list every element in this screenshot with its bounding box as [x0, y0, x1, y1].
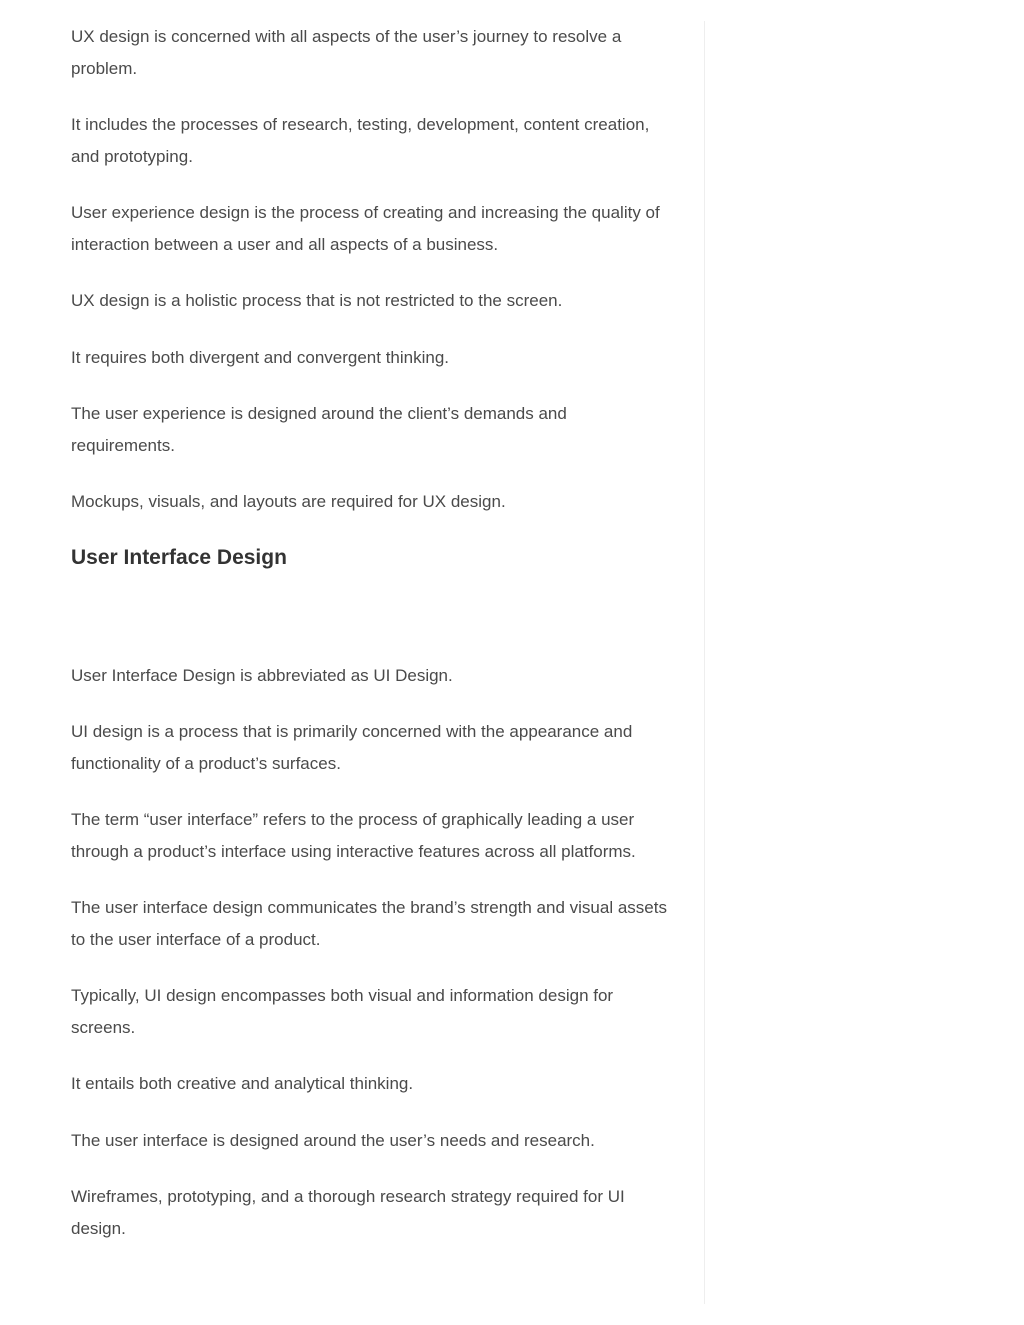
ui-paragraph: The term “user interface” refers to the process of graphically leading a user through a product’s interface using interactive features across all platforms. — [71, 810, 636, 861]
ux-paragraph: The user experience is designed around the client’s demands and requirements. — [71, 404, 567, 455]
ui-paragraph: Typically, UI design encompasses both visual and information design for screens. — [71, 986, 614, 1037]
ui-design-heading: User Interface Design — [71, 545, 287, 569]
sidebar-divider — [704, 21, 705, 1304]
ux-paragraph: It requires both divergent and convergent thinking. — [71, 347, 450, 367]
ui-paragraph: The user interface is designed around the user’s needs and research. — [71, 1130, 595, 1150]
ux-paragraph: It includes the processes of research, testing, development, content creation, and prototyping. — [71, 115, 650, 166]
article-content — [71, 21, 671, 1269]
ui-paragraph: The user interface design communicates the brand’s strength and visual assets to the user interface of a product. — [71, 898, 667, 949]
ux-paragraph: User experience design is the process of creating and increasing the quality of interaction between a user and all aspects of a business. — [71, 203, 660, 254]
ui-paragraph: It entails both creative and analytical thinking. — [71, 1074, 414, 1093]
ui-paragraph: UI design is a process that is primarily concerned with the appearance and functionality of a product’s surfaces. — [71, 722, 633, 773]
heading-spacer — [71, 573, 671, 660]
ux-paragraph: Mockups, visuals, and layouts are required for UX design. — [71, 492, 506, 511]
ui-paragraph: User Interface Design is abbreviated as UI Design. — [71, 665, 453, 685]
ux-paragraph: UX design is a holistic process that is not restricted to the screen. — [71, 291, 563, 310]
ux-paragraph: UX design is concerned with all aspects of the user’s journey to resolve a problem. — [71, 27, 622, 78]
ui-paragraph: Wireframes, prototyping, and a thorough research strategy required for UI design. — [71, 1187, 625, 1238]
